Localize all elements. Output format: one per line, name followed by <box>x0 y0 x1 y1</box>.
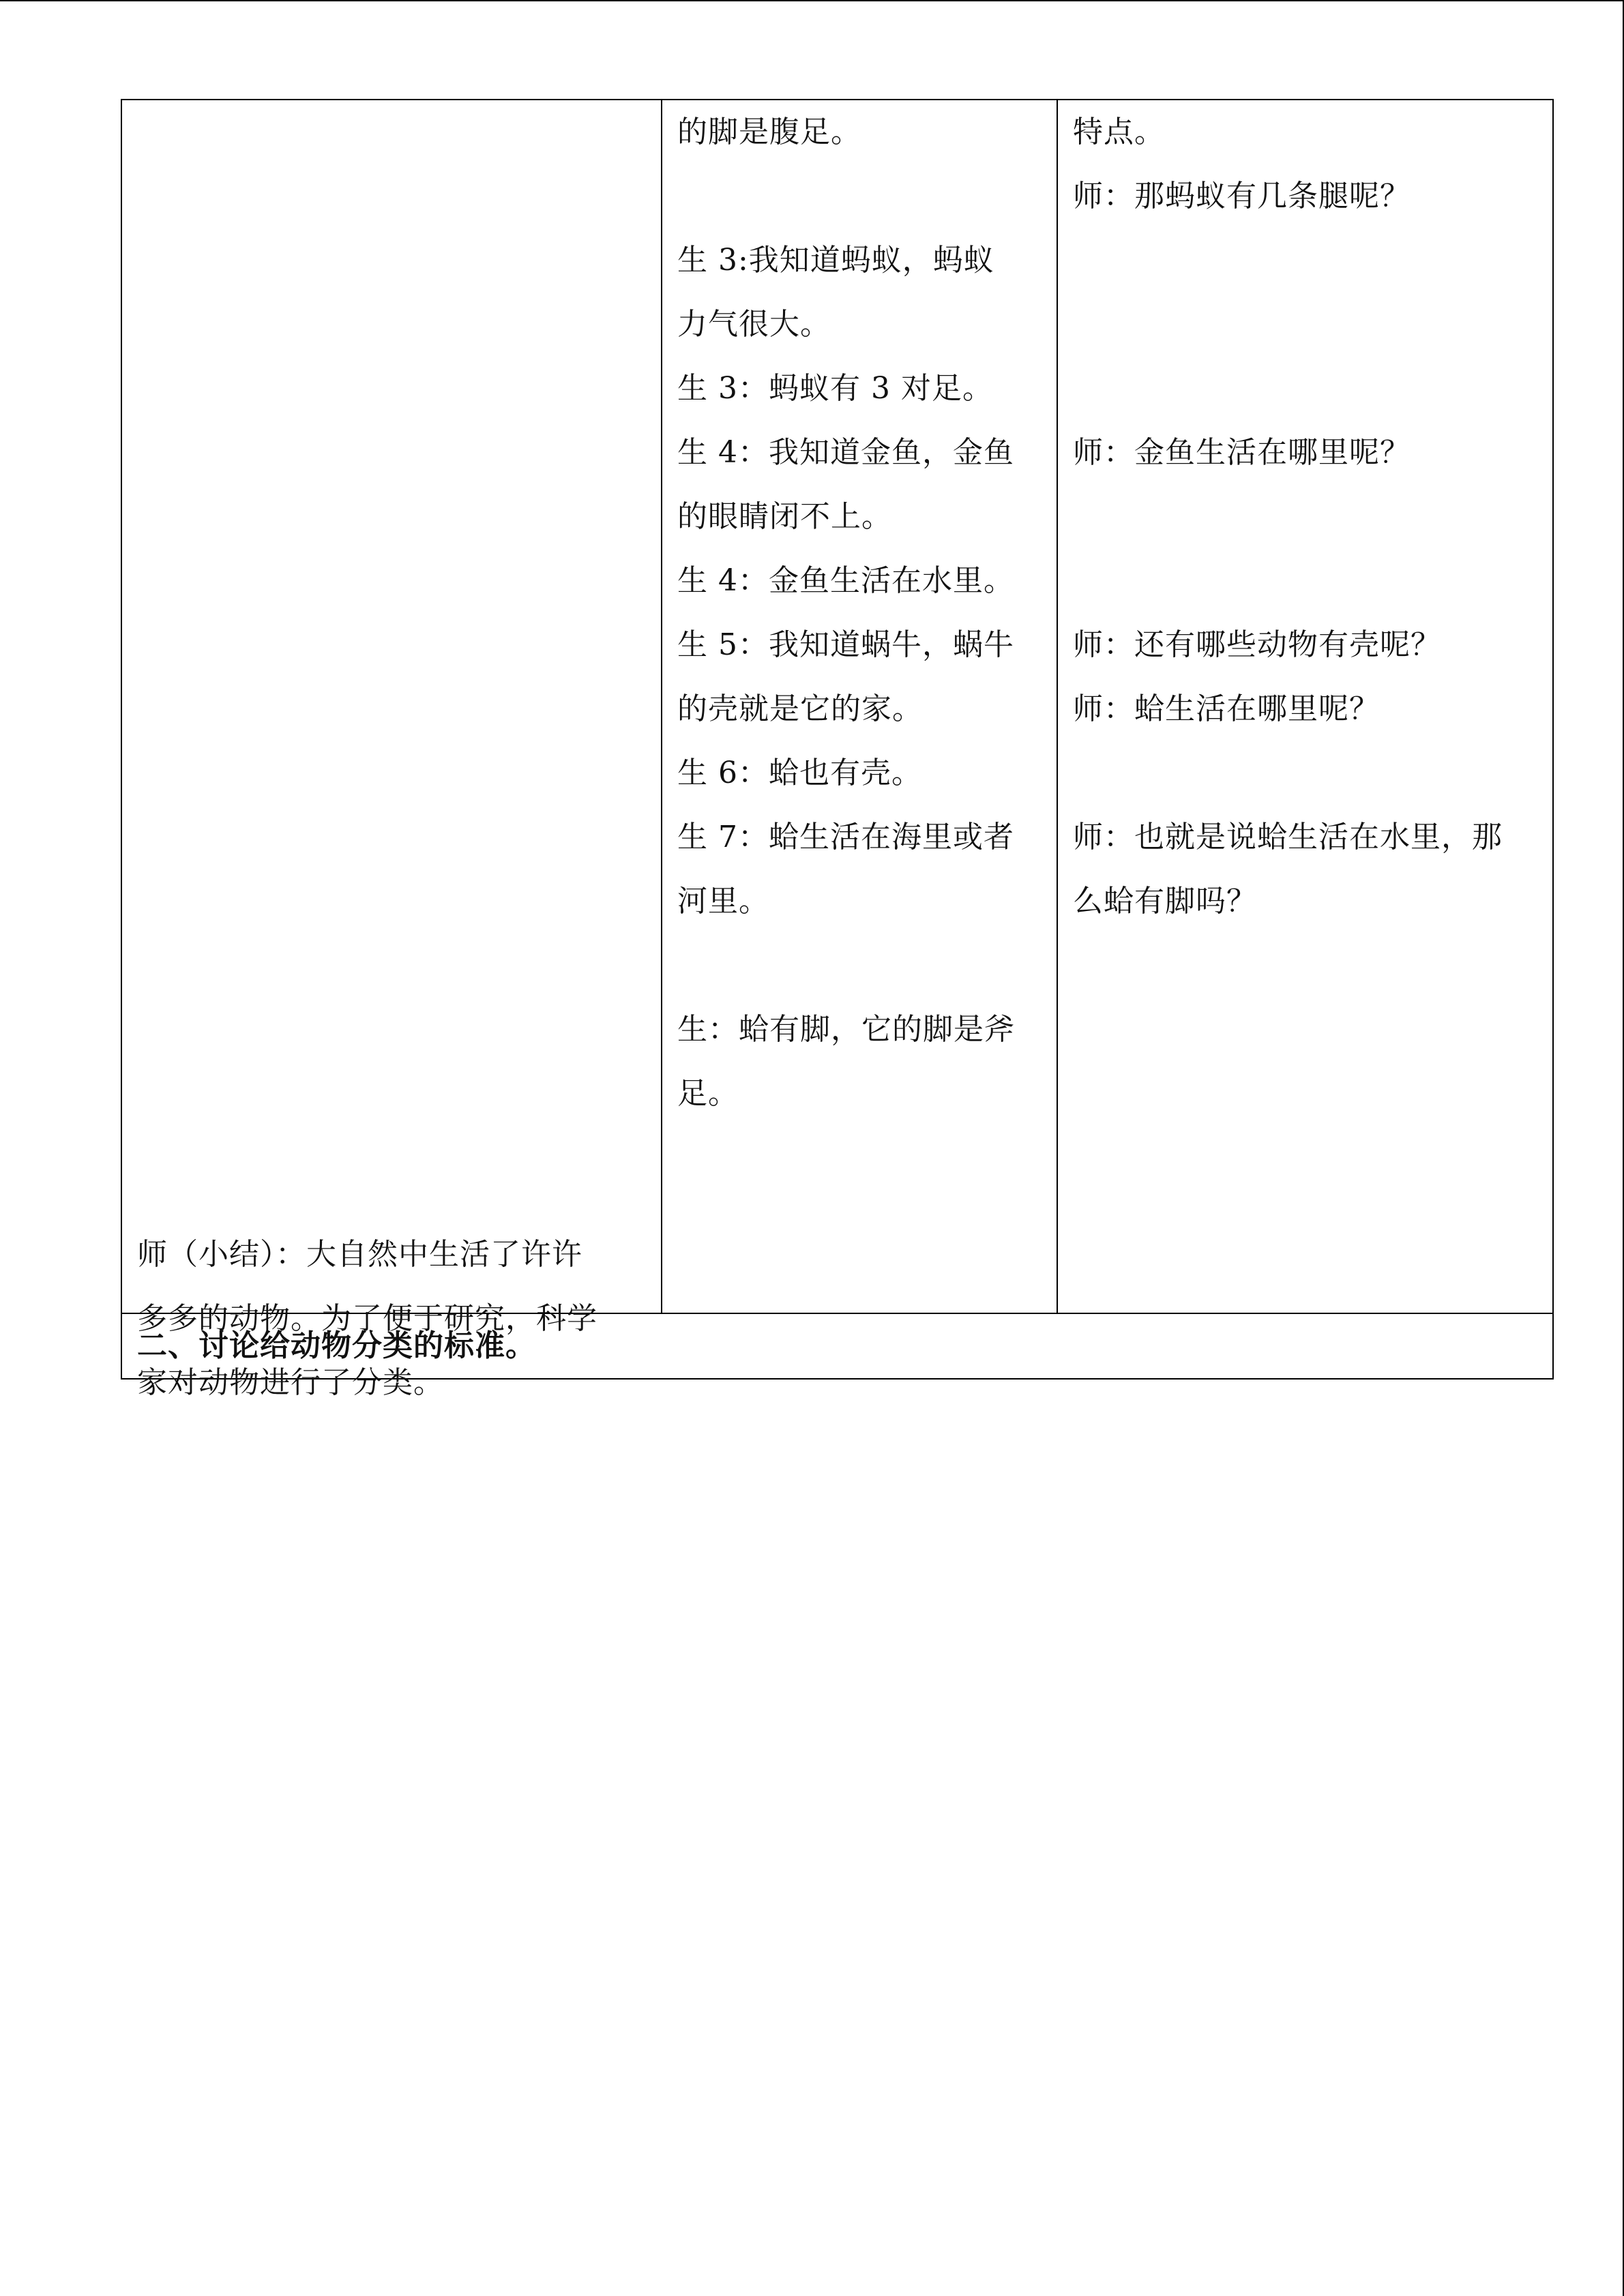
summary-line-1: 师（小结）：大自然中生活了许许 <box>137 1237 582 1272</box>
teacher-line: 师：蛤生活在哪里呢？ <box>1073 691 1380 726</box>
section-heading: 二、讨论给动物分类的标准。 <box>137 1328 536 1363</box>
teacher-line: 师：金鱼生活在哪里呢？ <box>1073 435 1411 470</box>
student-line: 生 4：我知道金鱼，金鱼 <box>677 435 1014 470</box>
student-line: 生 5：我知道蜗牛，蜗牛 <box>677 627 1014 662</box>
teacher-line: 师：还有哪些动物有壳呢？ <box>1073 627 1441 662</box>
student-line: 足。 <box>677 1076 739 1111</box>
student-answers-cell <box>662 100 1057 1313</box>
teacher-line: 师：那蚂蚁有几条腿呢？ <box>1073 179 1411 213</box>
teacher-line: 特点。 <box>1073 115 1165 149</box>
lesson-plan-table <box>121 99 1554 1400</box>
student-line: 生 7：蛤生活在海里或者 <box>677 820 1014 854</box>
dialogue-row <box>121 100 1553 1313</box>
teacher-line: 师：也就是说蛤生活在水里，那 <box>1073 820 1503 854</box>
teacher-line: 么蛤有脚吗？ <box>1073 884 1257 919</box>
student-line: 的脚是腹足。 <box>677 115 861 149</box>
student-line: 生：蛤有脚，它的脚是斧 <box>677 1012 1015 1047</box>
student-line: 生 3：蚂蚁有 3 对足。 <box>677 371 993 406</box>
summary-line-2: 多多的动物。为了便于研究，科学 <box>137 1301 597 1336</box>
student-line: 的眼睛闭不上。 <box>677 499 892 534</box>
student-line: 生 4：金鱼生活在水里。 <box>677 563 1014 598</box>
student-line: 河里。 <box>677 884 769 919</box>
student-line: 力气很大。 <box>677 307 831 342</box>
student-line: 生 6：蛤也有壳。 <box>677 756 922 790</box>
teacher-questions-cell <box>1057 100 1553 1313</box>
page-top-border <box>0 0 1624 3</box>
student-line: 生 3:我知道蚂蚁，蚂蚁 <box>677 243 994 278</box>
summary-line-3: 家对动物进行了分类。 <box>137 1365 444 1400</box>
student-line: 的壳就是它的家。 <box>677 691 923 726</box>
